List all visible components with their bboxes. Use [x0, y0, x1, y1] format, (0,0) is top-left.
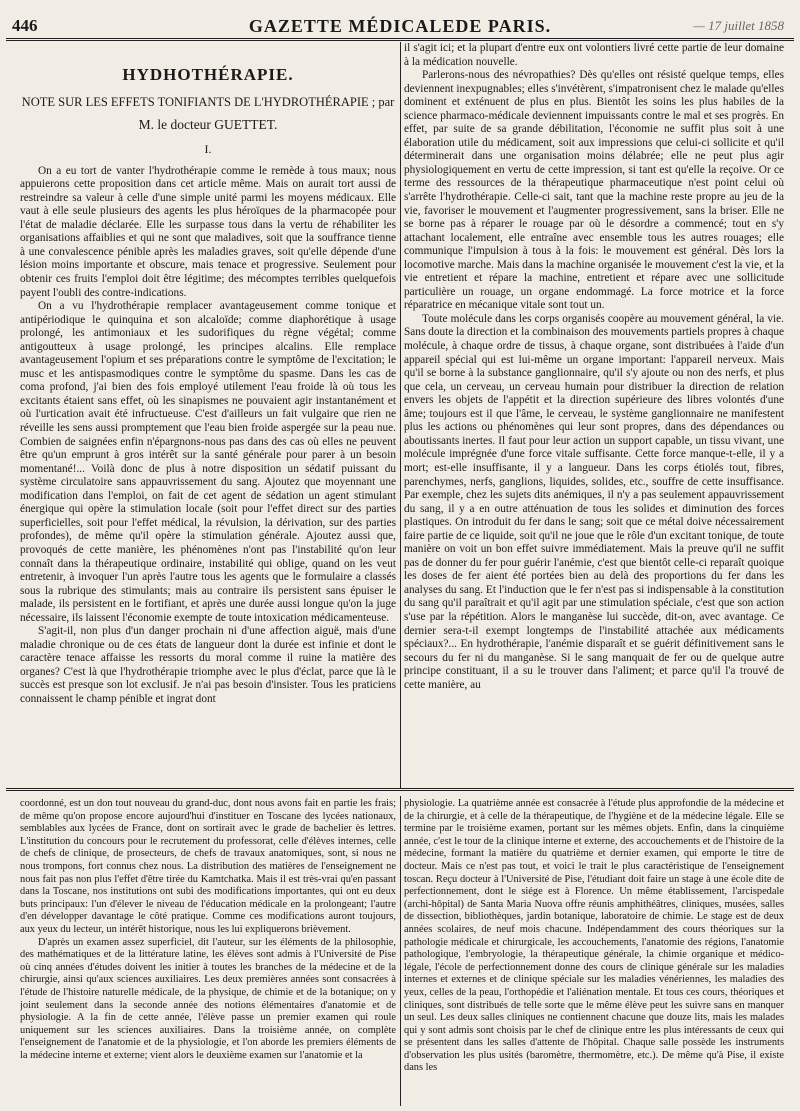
paragraph: Parlerons-nous des névropathies? Dès qu'elles ont résisté quelque temps, elles deviennent inexpugnables; elles s'invétèrent, s'impatronisent chez le malade qu'elles dominent et exténuent de plus en plus. Bientôt les soins les plus habiles de la science pharmaco-médicale deviennent impuissants contre le mal et ses progrès. En effet, par suite de sa grande débilitation, l'économie ne suffit plus soit à une élaboration utile du médicament, soit aux impressions que celui-ci sollicite et qu'il déterminerait dans une organisation moins délabrée; elle ne peut plus agir physiologiquement en vertu de cette impression, si tant est qu'elle la reçoive. Or ce terme des ressources de la thérapeutique pharmaceutique n'est point celui où s'arrête l'hydrothérapie. Celle-ci sait, tant que la machine reste propre au jeu de la vie, favoriser le mouvement et l'augmenter progressivement, sans la briser. Elle ne se borne pas à réparer le rouage par où le désordre a commencé; tout en s'y attachant localement, elle entraîne avec ensemble tous les autres rouages; elle communique l'impulsion à tous à la fois: le mouvement est général. Dès lors la locomotive marche. Mais dans la machine organisée le mouvement c'est la vie, et la vie entretient et répare la machine, entretient et répare avec une sollicitude particulière un rouage, un organe endommagé. La force motrice et la force réparatrice en mécanique vitale sont tout un.: [404, 69, 784, 312]
paragraph: S'agit-il, non plus d'un danger prochain ni d'une affection aiguë, mais d'une maladie chronique ou de ces états de langueur dont la durée est infinie et dont le caractère tenace affaisse les ressorts du moral comme il ruine la matière des organes? C'est là que l'hydrothérapie triomphe avec le plus d'éclat, parce que là le succès est presque son lot exclusif. Je n'ai pas besoin d'insister. Tous les praticiens connaissent le champ pénible et ingrat dont: [20, 625, 396, 705]
article-subtitle: NOTE SUR LES EFFETS TONIFIANTS DE L'HYDROTHÉRAPIE ; par: [21, 94, 395, 109]
paragraph: On a vu l'hydrothérapie remplacer avantageusement comme tonique et antipériodique le quinquina et son alcaloïde; comme diaphorétique à usage prolongé, les antimoniaux et les sudorifiques du règne végétal; comme antigoutteux à usage prolongé, les principes alcalins. Elle remplace avantageusement l'opium et ses préparations contre le symptôme de l'excitation; le musc et les antispasmodiques contre le symptôme du spasme. Dans les cas de coma profond, j'ai bien des fois employé utilement l'eau froide là où tous les excitants étaient sans effet, où les sinapismes ne pouvaient agir instantanément et où l'urtication avait été infructueuse. C'est d'ailleurs un fait vulgaire que rien ne réveille les sens aussi promptement que l'eau bien froide aspergée sur la peau nue. Combien de saignées enfin n'épargnons-nous pas dans des cas où elles ne peuvent être qu'un emprunt à gros intérêt sur la santé générale pour parer à un besoin momentané!... Voilà donc de plus à notre disposition un sédatif puissant du système circulatoire sans appauvrissement du sang. Ajoutez que moyennant une modification dans l'emploi, on fait de cet agent de sédation un agent stimulant énergique qui opère la stimulation locale (soit pour l'effet direct sur des parties superficielles, soit pour l'effet médical, la révulsion, la dérivation, sur des parties profondes), de même qu'il opère la stimulation générale. Ajoutez aussi que, provoqués de cette manière, les phénomènes n'ont pas l'instabilité qu'on leur connaît dans la thérapeutique ordinaire, instabilité qui oblige, quand on les veut entretenir, à invoquer l'un après l'autre tous les agents que le formulaire a classés sous la rubrique des stimulants; mais au contraire ils persistent sans épuiser le malade, ils persistent en le fortifiant, et après une durée aussi longue qu'on la juge nécessaire, ils laissent l'économie exempte de toute intoxication médicamenteuse.: [20, 300, 396, 624]
article-column-left: [20, 62, 396, 782]
header-rule: [6, 38, 794, 41]
paragraph: il s'agit ici; et la plupart d'entre eux ont volontiers livré cette partie de leur domaine à la médication nouvelle.: [404, 42, 784, 68]
paragraph: D'après un examen assez superficiel, dit l'auteur, sur les éléments de la philosophie, des mathématiques et de la littérature latine, les élèves sont admis à l'Université de Pise où cinq années d'études doivent les initier à toutes les branches de la médecine et de la chirurgie, ainsi qu'aux sciences auxiliaires. Les deux premières années sont consacrées à l'étude de l'histoire naturelle médicale, de la physique, de chimie et de la botanique; on y joint seulement dans la seconde année des notions élémentaires d'anatomie et de physiologie. A la fin de cette année, l'élève passe un premier examen qui roule uniquement sur les sciences auxiliaires. Dans la troisième année, on complète l'enseignement de l'anatomie et de la physiologie, et l'on aborde les premiers éléments de la médecine interne et externe; vient alors le deuxième examen sur l'anatomie et la: [20, 936, 396, 1061]
column-divider-top: [400, 42, 401, 788]
journal-title: GAZETTE MÉDICALEDE PARIS.: [248, 16, 552, 36]
paragraph: coordonné, est un don tout nouveau du grand-duc, dont nous avons fait en partie les frais; de même qu'on propose encore aujourd'hui d'instituer en Toscane des lycées nationaux, semblables aux lycées de France, dont on sortirait avec le grade de bachelier ès lettres. L'institution du concours pour le recrutement du professorat, celle d'élèves internes, celle de chefs de clinique, de prosecteurs, de chefs de travaux anatomiques, sont, si nous ne nous trompons, fort connus chez nous. La distribution des matières de l'enseignement ne nous fait pas non plus l'effet d'être tirée du Kamtchatka. Mais il est très-vrai qu'en passant dans la Toscane, nos institutions ont subi des modifications importantes, qui ont eu deux buts principaux: l'un d'élever le niveau de l'éducation médicale en la prolongeant; l'autre d'en développer davantage le côté pratique. Comme ces modifications auront toujours, aux yeux du lecteur, un intérêt historique, nous les lui expliquerons brièvement.: [20, 798, 396, 935]
paragraph: On a eu tort de vanter l'hydrothérapie comme le remède à tous maux; nous appuierons cette proposition dans cet article même. Mais on aurait tort aussi de restreindre sa valeur à celle d'une simple unité parmi les moyens médicaux. Elle vaut à elle seule plusieurs des agents les plus héroïques de la pharmacopée pour l'état de maladie déclarée. Elle les surpasse tous dans la vertu de réhabiliter les organisations affaiblies et qui ne sont que maladives, soit que la souffrance tienne à une convalescence pénible après les maladies graves, soit qu'elle dépende d'une lésion moins importante et obscure, mais tenace et progressive. Seulement pour obtenir ces fruits l'emploi doit être légitime; des mécomptes terribles quelquefois payent l'oubli des contre-indications.: [20, 164, 396, 299]
issue-date: — 17 juillet 1858: [693, 18, 784, 33]
section-divider-rule: [6, 788, 794, 791]
article-author: M. le docteur GUETTET.: [138, 116, 278, 132]
section-number: I.: [204, 142, 212, 157]
page-number: 446: [12, 16, 38, 35]
paragraph: physiologie. La quatrième année est consacrée à l'étude plus approfondie de la médecine et de la chirurgie, et à celle de la thérapeutique, de l'hygiène et de la médecine légale. Elle se termine par le troisième examen, portant sur les mêmes objets. Enfin, dans la cinquième année, c'est le tour de la clinique interne et externe, des accouchements et de l'histoire de la médecine, formant la matière du quatrième et dernier examen, qui emporte le titre de docteur. Mais ce n'est pas tout, et voici le trait le plus caractéristique de l'enseignement toscan. Reçu docteur à l'Université de Pise, l'étudiant doit faire un stage à une école dite de perfectionnement, dont le siége est à Florence. Un même établissement, l'arcispedale (archi-hôpital) de Santa Maria Nuova offre réunis amphithéâtres, cliniques, musées, salles de dissection, bibliothèques, jardin botanique, laboratoire de chimie. Le stage est de deux années scolaires, de neuf mois chacune. Indépendamment des cours théoriques sur la pathologie médicale et chirurgicale, les accouchements, l'anatomie des régions, l'anatomie pathologique, l'embryologie, la thérapeutique générale, la chimie organique et médico-légale, l'école de perfectionnement donne des cours de clinique générale sur les maladies internes et externes et de clinique spéciale sur les maladies vénériennes, les maladies des yeux, celles de la peau, l'orthopédie et l'aliénation mentale. Et tous ces cours, théoriques et cliniques, sont distribués de telle sorte que le même élève peut les suivre sans en manquer un seul. Les deux salles cliniques ne contiennent chacune que douze lits, mais les malades qui y sont admis sont choisis par le chef de clinique entre les plus intéressants de ceux qui se présentent dans les salles d'attente de l'hôpital. Chaque salle possède les instruments d'observation les plus usités (baromètre, thermomètre, etc.). De même qu'à Pise, il existe dans les: [404, 798, 784, 1074]
page-header: [0, 0, 800, 40]
article-column-right: [404, 42, 784, 782]
paragraph: Toute molécule dans les corps organisés coopère au mouvement général, la vie. Sans doute la direction et la combinaison des mouvements partiels propres à chaque molécule, à chaque ordre de tissus, à chaque organe, sont distribuées à l'aide d'un appareil spécial qui est lui-même un organe important: l'appareil nerveux. Mais qu'il se borne à la substance ganglionnaire, qu'il s'y ajoute ou non des nerfs, et plus que cela, un cerveau, un cerveau humain pour distribuer la direction de relation envers les objets de l'appétit et la direction supérieure des libres volontés d'une âme; toujours est il que l'âme, le cerveau, le système ganglionnaire ne manifestent plus les actions ou phénomènes qui leur sont propres, dans des dépendances ou aboutissants inertes. Il faut pour leur action un support capable, un tissu vivant, une molécule imprégnée d'une force vitale suffisante. Cette force manque-t-elle, il y a mort; est-elle insuffisante, il y a langueur. Dans les corps étiolés tout, fibres, parenchymes, nerfs, ganglions, liquides, solides, etc., souffre de cette insuffisance. Par exemple, chez les sujets dits anémiques, il n'y a pas seulement appauvrissement du sang, il y a en outre atténuation de tous les solides et diminution des forces plastiques. On introduit du fer dans le sang; soit que ce métal doive nécessairement faire partie de ce liquide, soit qu'il ne joue que le rôle d'un excitant tonique, de toute manière on voit un bon effet suivre immédiatement. Mais la preuve qu'il ne suffit pas de donner du fer pour guérir l'anémie, c'est que bientôt celle-ci reparaît quoique les doses de fer aient été portées bien au delà des proportions du fer dans les analyses du sang. Et l'induction que le fer n'est pas si indispensable à la constitution du sang qu'il paraîtrait et qu'il agit par une stimulation spéciale, c'est que son action s'use par la répétition. Alors le manganèse lui succède, dit-on, avec avantage. Ce dernier sera-t-il exempt longtemps de l'instabilité attachée aux médicaments spéciaux?... En hydrothérapie, l'anémie disparaît et se guérit définitivement sans le secours du fer ni du manganèse. Si le sang manquait de fer ou de quelque autre principe constituant, il a su le trouver dans l'aliment; et parce qu'il l'a trouvé de cette manière, au: [404, 312, 784, 691]
feuilleton-column-right: [404, 798, 784, 1104]
article-title: HYDHOTHÉRAPIE.: [122, 65, 294, 84]
feuilleton-column-left: [20, 798, 396, 1104]
column-divider-bottom: [400, 796, 401, 1106]
